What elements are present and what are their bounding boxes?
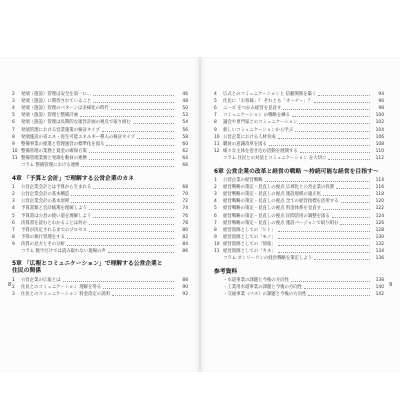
toc-entry-page: 72 [182,199,188,205]
toc-entry-number: 9 [214,234,217,240]
toc-entry-number: 5 [12,113,15,119]
toc-entry-title: 予算が決定されるまでのプロセス [21,227,87,233]
toc-leader-dots [332,217,370,218]
toc-entry-page: 58 [182,134,188,140]
toc-entry-page: 124 [375,213,384,219]
toc-entry-title: コラム 数字だけでは読み取れない現場の声 [21,248,106,254]
toc-entry [214,177,384,184]
toc-leader-dots [300,152,370,153]
toc-entry [12,112,188,119]
toc-entry-page: 84 [182,241,188,247]
chapter-title: 「広報とコミュニケーション」で理解する公営企業と [23,260,163,267]
toc-leader-dots [318,95,370,96]
toc-entry-title: 経営資源としての「カネ」 [223,248,276,254]
toc-leader-dots [71,195,174,196]
toc-leader-dots [133,123,174,124]
toc-entry-number: 2 [12,285,15,291]
toc-leader-dots [278,138,370,139]
toc-entry-title: 経営資源としての「情報」 [223,241,276,247]
toc-leader-dots [108,252,174,253]
toc-entry [214,105,384,112]
toc-leader-dots [295,131,370,132]
toc-entry [214,119,384,126]
toc-entry-title: 予算書類と会計帳簿を理解しよう [21,206,87,212]
toc-entry-number: 5 [214,206,217,212]
toc-entry-title: 公営企業会計とは予算から生まれる [21,185,92,191]
toc-entry-page: 46 [182,92,188,98]
chapter-title: 「予算と会計」で理解する公営企業のカネ [23,176,135,183]
toc-entry-number: 3 [214,192,217,198]
toc-entry-title: 整備事業の推進と管理運営の標準化を図る [21,141,105,147]
toc-entry-page: 52 [182,113,188,119]
toc-entry [12,212,188,219]
toc-entry [12,277,188,284]
toc-leader-dots [314,259,370,260]
toc-leader-dots [89,159,174,160]
toc-entry-number: 4 [214,199,217,205]
left-toc-column [12,91,188,298]
toc-entry [214,155,384,162]
toc-entry [214,205,384,212]
toc-entry-page: 134 [375,248,384,254]
toc-entry-number: 7 [12,227,15,233]
toc-leader-dots [89,152,174,153]
toc-leader-dots [106,145,174,146]
toc-entry-title: 発端（施設）管理は長期的な運営計画の視点で取り組む [21,120,131,126]
toc-entry-title: 発端施設の省エネ・再生可能エネルギー導入の検討タイプ [21,134,135,140]
toc-entry-title: 予算書は公営の使い道を理解しよう [21,213,92,219]
toc-entry-title: 住民とのコミュニケーション 理解を得る [21,285,102,291]
toc-leader-dots [265,181,370,182]
toc-entry-page: 62 [182,148,188,154]
toc-leader-dots [292,116,370,117]
toc-entry-page: 128 [375,227,384,233]
toc-entry-title: 整備管理業務と発端を動員の連携 [21,155,87,161]
toc-entry-number: 3 [12,99,15,105]
toc-entry-number: 9 [12,241,15,247]
toc-leader-dots [314,102,370,103]
toc-entry [12,105,188,112]
toc-leader-dots [102,131,174,132]
toc-entry [214,134,384,141]
toc-entry-title: 発端（施設）管理のパターンは多様化の時代 [21,106,109,112]
toc-entry-number: 8 [214,120,217,126]
toc-entry [214,112,384,119]
toc-entry-number: 9 [12,141,15,147]
toc-entry [214,227,384,234]
toc-entry-page: 118 [375,192,384,198]
chapter-label: 6章 [214,168,224,175]
toc-leader-dots [341,202,370,203]
toc-leader-dots [283,109,370,110]
toc-entry [214,126,384,133]
toc-entry-number: 2 [12,192,15,198]
toc-entry-page: 110 [375,148,384,154]
toc-entry [214,98,384,105]
toc-entry-page: 130 [375,234,384,240]
toc-entry-title: ・交通事業（バス）の課題と今後の方向性 [223,292,307,298]
toc-leader-dots [67,245,174,246]
right-page-number: 9 [389,282,393,288]
toc-entry-number: 2 [12,92,15,98]
toc-entry-title: 発端（施設）管理は安全を第一に… [21,92,92,98]
toc-entry-number: 4 [12,206,15,212]
appendix-label: 参考資料 [214,269,238,276]
chapter-4-heading [12,175,188,183]
toc-entry-number: 4 [214,92,217,98]
toc-entry-title: ニーズ をつかみ経営を見直す [223,106,282,112]
toc-entry-page: 138 [375,278,384,284]
toc-entry-page: 48 [182,99,188,105]
toc-entry-page: 82 [182,234,188,240]
toc-entry-page: 116 [375,185,384,191]
toc-entry-number: 1 [12,185,15,191]
toc-leader-dots [308,295,370,296]
toc-entry-page: 96 [378,99,384,105]
toc-entry [12,98,188,105]
toc-entry [12,198,188,205]
toc-entry [214,277,384,284]
toc-entry-page: 80 [182,227,188,233]
toc-leader-dots [89,224,174,225]
toc-entry-title: 公営企業会計の基本構造 [21,192,70,198]
toc-leader-dots [89,231,174,232]
toc-entry [214,141,384,148]
toc-leader-dots [93,217,174,218]
toc-entry-title: 公営企業会計の基本原則 [21,199,70,205]
toc-entry [214,198,384,205]
toc-entry [12,162,188,169]
toc-entry-page: 106 [375,134,384,140]
left-toc-group-1 [12,91,188,169]
appendix-heading [214,268,384,276]
toc-entry-title: 経営資源としての「モノ」 [223,234,276,240]
toc-entry [12,234,188,241]
toc-leader-dots [278,245,370,246]
toc-entry-number: 1 [214,178,217,184]
toc-leader-dots [323,195,370,196]
toc-entry [12,126,188,133]
right-toc-column [214,91,384,298]
toc-entry-title: 経営戦略の策定・見直しの視点 料金体系を見直す [223,206,321,212]
toc-entry-page: 94 [378,92,384,98]
toc-entry [12,284,188,291]
toc-entry [12,184,188,191]
toc-leader-dots [112,295,174,296]
toc-entry-title: 経営戦略の策定・見直しの視点 広域化と公営企業の役割 [223,185,335,191]
toc-entry [214,248,384,255]
toc-entry-title: 議会や専門家とのコミュニケーション [223,120,298,126]
toc-entry [12,155,188,162]
toc-entry-title: 発端（施設）に期待されていること [21,99,92,105]
toc-entry-number: 1 [12,278,15,284]
right-toc-group-3 [214,277,384,298]
toc-entry-page: 86 [182,248,188,254]
chapter-title: 公営企業の改革と経営の戦略 〜持続可能な経営を目指す〜 [225,168,379,175]
toc-entry-number: 8 [12,134,15,140]
toc-entry-page: 104 [375,127,384,133]
toc-entry-number: 3 [12,292,15,298]
toc-entry-number: 10 [214,134,220,140]
toc-leader-dots [63,281,174,282]
toc-entry [12,191,188,198]
toc-entry-page: 76 [182,213,188,219]
toc-entry-title: 発端（施設）管理と整備計画 [21,113,79,119]
toc-entry-number: 4 [12,106,15,112]
toc-entry-title: 経営資源としての「ヒト」 [223,227,276,233]
toc-entry-title: 整備管理の業務と資金の確保方策 [21,148,87,154]
toc-entry-title: 経営戦略の策定・見直しの視点 全ての経営指標を活用する [223,199,339,205]
toc-entry-number: 6 [12,120,15,126]
toc-leader-dots [93,95,174,96]
toc-leader-dots [278,231,370,232]
toc-leader-dots [336,188,370,189]
toc-leader-dots [81,166,174,167]
toc-entry-page: 102 [375,120,384,126]
toc-entry [12,227,188,234]
toc-entry-page: 64 [182,155,188,161]
toc-entry [214,212,384,219]
toc-entry-title: 公営企業における人材育成 [223,134,276,140]
toc-leader-dots [93,102,174,103]
toc-entry-number: 11 [214,248,220,254]
left-toc-group-3 [12,277,188,298]
toc-leader-dots [80,116,174,117]
toc-entry-title: 公営企業の経営戦略 [223,178,263,184]
toc-leader-dots [340,224,370,225]
toc-entry [12,148,188,155]
toc-leader-dots [111,109,174,110]
toc-entry [214,220,384,227]
toc-entry [214,91,384,98]
toc-entry [214,184,384,191]
toc-leader-dots [328,159,370,160]
toc-entry-number: 5 [214,99,217,105]
toc-leader-dots [93,188,174,189]
toc-entry-page: 66 [182,163,188,169]
toc-entry-number: 6 [214,213,217,219]
toc-entry-title: 公営企業の広報とは [21,278,61,284]
toc-entry [12,91,188,98]
toc-entry-page: 54 [182,120,188,126]
toc-entry-page: 88 [182,278,188,284]
toc-entry-page: 108 [375,141,384,147]
toc-entry-title: 住民とのコミュニケーション 料金改定の説明 [21,292,110,298]
toc-leader-dots [71,202,174,203]
toc-entry-number: 7 [214,220,217,226]
toc-entry-title: 発端管理における営業施策の検討タイプ [21,127,100,133]
toc-entry-page: 98 [378,106,384,112]
toc-entry-title: 職員の意識改革を図る [223,141,267,147]
toc-entry-number: 7 [12,127,15,133]
toc-entry-number: 12 [214,148,220,154]
toc-leader-dots [278,238,370,239]
toc-entry-number: 11 [214,141,220,147]
toc-entry [12,248,188,255]
toc-entry-title: 決算の見方とその分析 [21,241,65,247]
right-toc-group-1 [214,91,384,162]
toc-entry [214,284,384,291]
toc-entry [12,134,188,141]
toc-entry-page: 142 [375,292,384,298]
toc-entry-page: 140 [375,285,384,291]
toc-entry [214,191,384,198]
chapter-5-heading [12,261,188,276]
toc-entry [214,148,384,155]
toc-entry-number: 3 [12,199,15,205]
toc-leader-dots [278,252,370,253]
toc-entry-title: 新しいコミュニケーションから学ぶ [223,127,293,133]
toc-entry-title: 住民に「お客様」？ それとも「オーナー」？ [223,99,313,105]
toc-entry-title: コラム 整備管理における連携 [21,163,80,169]
toc-entry-number: 7 [214,113,217,119]
toc-entry-page: 92 [182,292,188,298]
toc-entry [12,220,188,227]
toc-entry-page: 100 [375,113,384,119]
toc-leader-dots [304,288,370,289]
toc-entry-page: 68 [182,185,188,191]
toc-entry-title: 経営戦略の策定・見直しの視点 民間活用の調整を図る [223,213,330,219]
toc-entry-title: 広式とのコミュニケーションと 信頼関係を築く [223,92,317,98]
toc-entry-page: 60 [182,141,188,147]
left-page-number: 8 [8,282,12,288]
toc-entry-title: 経営戦略の策定・見直しの視点 施設バージョンで取り組む [223,220,339,226]
toc-entry-page: 78 [182,220,188,226]
right-toc-group-2 [214,177,384,262]
toc-entry-title: ・水道事業の課題と今後の方向性 [223,278,289,284]
toc-entry [214,241,384,248]
toc-entry-page: 112 [375,155,384,161]
toc-entry [12,205,188,212]
chapter-label: 4章 [12,176,22,183]
toc-entry-title: ・工業用水道事業の課題と今後の方向性 [223,285,303,291]
toc-entry-page: 90 [182,285,188,291]
toc-leader-dots [291,281,370,282]
toc-entry [12,141,188,148]
toc-entry-page: 126 [375,220,384,226]
book-spread [0,57,400,372]
toc-leader-dots [103,288,174,289]
toc-entry-number: 8 [12,234,15,240]
toc-entry-page: 56 [182,127,188,133]
toc-entry-number: 6 [12,220,15,226]
toc-entry-title: コミュニケーション の戦略を練る [223,113,290,119]
toc-leader-dots [67,238,174,239]
toc-leader-dots [299,123,370,124]
toc-entry-title: 決算書を読むとわかることは何か [21,220,87,226]
toc-entry [214,234,384,241]
toc-entry-page: 70 [182,192,188,198]
toc-entry-page: 120 [375,199,384,205]
toc-entry-page: 50 [182,106,188,112]
toc-entry-number: 10 [12,148,18,154]
toc-entry [12,291,188,298]
toc-entry-title: 様々な主体を巻き込む活動を展開する [223,148,298,154]
chapter-6-heading [214,168,384,176]
toc-entry-number: 2 [214,185,217,191]
toc-entry-title: 経営戦略の策定・見直しの視点 施設規模の適正化 [223,192,321,198]
toc-entry-number: 11 [12,155,18,161]
toc-entry [12,241,188,248]
toc-entry [214,255,384,262]
toc-entry-title: コラム 住民との対話とコミュニケーション を大切に [223,155,327,161]
toc-entry-page: 74 [182,206,188,212]
toc-leader-dots [137,138,174,139]
toc-entry-number: 6 [214,106,217,112]
toc-entry-number: 5 [12,213,15,219]
toc-entry-page: 132 [375,241,384,247]
toc-entry-number: 8 [214,227,217,233]
toc-leader-dots [323,209,370,210]
toc-leader-dots [269,145,370,146]
toc-entry-title: コラム オンリーワンの経営戦略を策定しよう [223,256,313,262]
toc-entry [214,291,384,298]
left-toc-group-2 [12,184,188,255]
chapter-label: 5章 [12,260,22,267]
toc-entry-number: 9 [214,127,217,133]
toc-entry-page: 122 [375,206,384,212]
toc-entry-page: 136 [375,256,384,262]
chapter-title-line-2: 住民の関係 [12,268,41,275]
toc-leader-dots [89,209,174,210]
toc-entry-title: 予算の執行管理をする [21,234,65,240]
toc-entry-page: 114 [375,178,384,184]
toc-entry [12,119,188,126]
toc-entry-number: 10 [214,241,220,247]
